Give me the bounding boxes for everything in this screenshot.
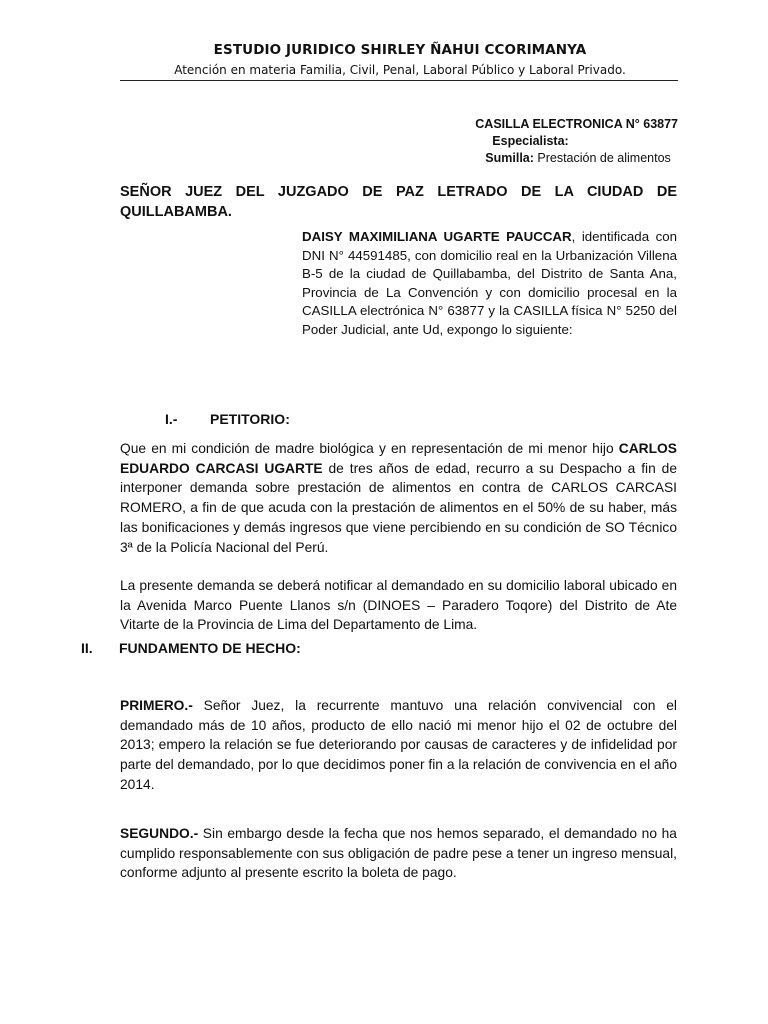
plaintiff-intro xyxy=(302,228,677,340)
sumilla-value: Prestación de alimentos xyxy=(533,151,671,165)
plaintiff-name: DAISY MAXIMILIANA UGARTE PAUCCAR xyxy=(302,229,572,244)
section-petitorio-heading xyxy=(165,411,290,427)
header-divider xyxy=(120,80,678,81)
firm-tagline: Atención en materia Familia, Civil, Penal, Laboral Público y Laboral Privado. xyxy=(174,63,626,77)
segundo-text: Sin embargo desde la fecha que nos hemos separado, el demandado no ha cumplido responsablemente con sus obligación de padre pese a tener un ingreso mensual, conforme adjunto al presente escrito la boleta de pago. xyxy=(120,826,677,881)
casilla-number: CASILLA ELECTRONICA N° 63877 xyxy=(475,117,678,131)
section-title: FUNDAMENTO DE HECHO: xyxy=(119,640,301,656)
firm-name: ESTUDIO JURIDICO SHIRLEY ÑAHUI CCORIMANYA xyxy=(213,42,587,58)
segundo-label: SEGUNDO.- xyxy=(120,826,199,841)
petitorio-paragraph-2: La presente demanda se deberá notificar al demandado en su domicilio laboral ubicado en la Avenida Marco Puente Llanos s/n (DINOES – Paradero Toqore) del Distrito de Ate Vitarte de la Provincia de Lima del Departamento de Lima. xyxy=(120,578,677,633)
paragraph-text: de tres años de edad, recurro a su Despacho a fin de interponer demanda sobre prestación de alimentos en contra de CARLOS CARCASI ROMERO, a fin de que acuda con la prestación de alimentos en el 50% de su haber, más las bonificaciones y demás ingresos que viene percibiendo en su condición de SO Técnico 3ª de la Policía Nacional del Perú. xyxy=(120,460,677,555)
plaintiff-details: , identificada con DNI N° 44591485, con domicilio real en la Urbanización Villena B-5 de la ciudad de Quillabamba, del Distrito de Santa Ana, Provincia de La Convención y con domicilio procesal en la CASILLA electrónica N° 63877 y la CASILLA física N° 5250 del Poder Judicial, ante Ud, expongo lo siguiente: xyxy=(302,229,678,337)
hecho-primero xyxy=(120,696,677,795)
case-metadata xyxy=(475,116,678,167)
addressee-heading: SEÑOR JUEZ DEL JUZGADO DE PAZ LETRADO DE LA CIUDAD DE QUILLABAMBA. xyxy=(120,184,677,220)
primero-text: Señor Juez, la recurrente mantuvo una relación convivencial con el demandado más de 10 años, producto de ello nació mi menor hijo el 02 de octubre del 2013; empero la relación se fue deteriorando por causas de caracteres y de infidelidad por parte del demandado, por lo que decidimos poner fin a la relación de convivencia en el año 2014. xyxy=(120,698,677,792)
section-fundamento-heading xyxy=(81,640,301,656)
hecho-segundo xyxy=(120,824,677,883)
sumilla-label: Sumilla: xyxy=(485,151,534,165)
section-number: I.- xyxy=(165,411,178,427)
paragraph-text: Que en mi condición de madre biológica y en representación de mi menor hijo xyxy=(120,441,619,456)
section-number: II. xyxy=(81,640,93,656)
petitorio-paragraph-1 xyxy=(120,439,677,557)
section-title: PETITORIO: xyxy=(210,411,290,427)
primero-label: PRIMERO.- xyxy=(120,698,193,713)
especialista-label: Especialista: xyxy=(492,134,569,148)
letterhead xyxy=(120,42,680,77)
sumilla-line xyxy=(485,150,678,167)
child-name: CARLOS EDUARDO CARCASI UGARTE xyxy=(120,441,677,476)
